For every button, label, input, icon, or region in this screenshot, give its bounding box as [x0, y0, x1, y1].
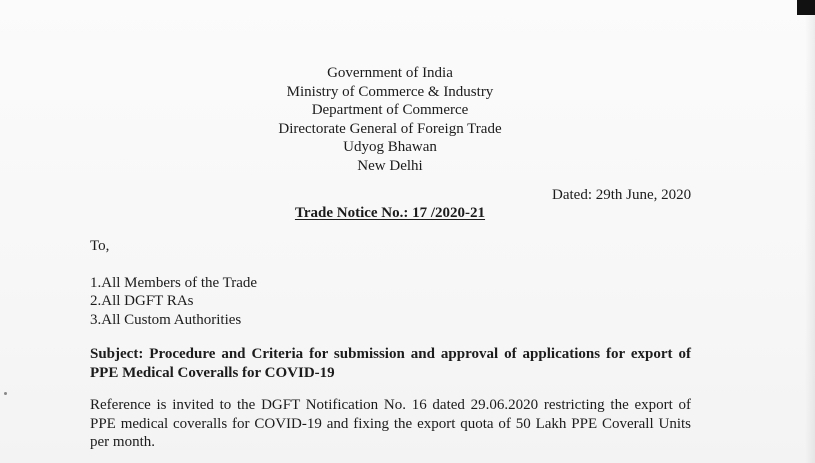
- letterhead-line-government: Government of India: [327, 65, 453, 81]
- trade-notice-number: [0, 205, 780, 222]
- letterhead-line-building: Udyog Bhawan: [343, 139, 437, 156]
- scan-edge-shadow: [805, 0, 815, 463]
- letterhead-line-city: New Delhi: [357, 157, 423, 174]
- letterhead-line-ministry: Ministry of Commerce & Industry: [286, 83, 494, 100]
- recipient-item: 1.All Members of the Trade: [90, 275, 258, 291]
- trade-notice-text: Trade Notice No.: 17 /2020-21: [294, 205, 486, 221]
- letterhead-line-directorate: Directorate General of Foreign Trade: [278, 120, 502, 137]
- reference-paragraph: Reference is invited to the DGFT Notification No. 16 dated 29.06.2020 restricting the export of PPE medical coveralls for COVID-19 and fixing the export quota of 50 Lakh PPE Coverall Units per month.: [90, 397, 691, 450]
- subject-paragraph: Subject: Procedure and Criteria for submission and approval of applications for export of PPE Medical Coveralls for COVID-19: [90, 346, 691, 381]
- recipient-item: 3.All Custom Authorities: [90, 311, 242, 328]
- letterhead: [0, 64, 780, 176]
- recipient-item: 2.All DGFT RAs: [90, 293, 194, 310]
- salutation: To,: [90, 238, 110, 254]
- scan-speck: [4, 392, 7, 395]
- recipient-list: [90, 274, 257, 329]
- date-line: Dated: 29th June, 2020: [552, 187, 692, 203]
- letterhead-line-department: Department of Commerce: [311, 102, 469, 119]
